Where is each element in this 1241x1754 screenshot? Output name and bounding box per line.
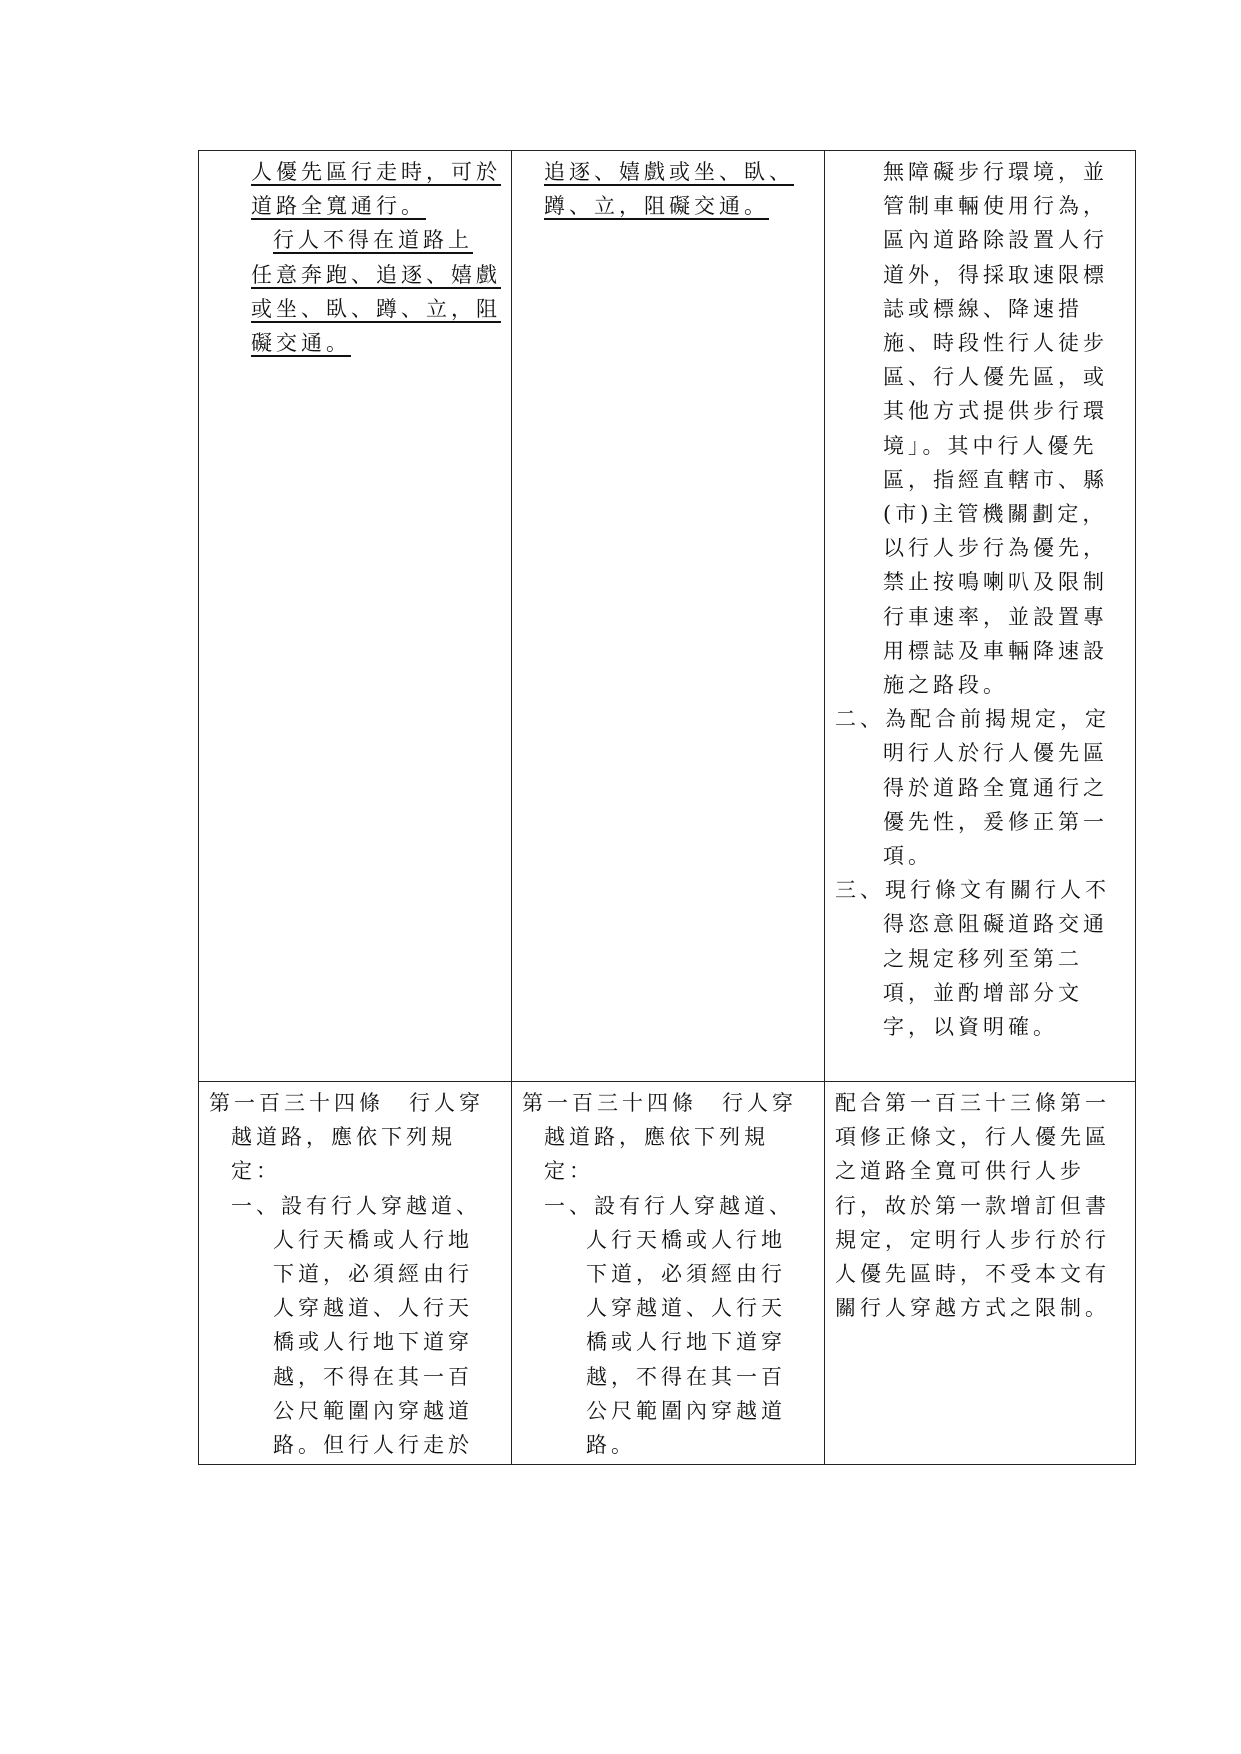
text-line: 字，以資明確。 [883,1015,1058,1040]
table-row [199,151,1136,1082]
text-line: 追逐、嬉戲或坐、臥、 [544,160,794,184]
text-line: 行車速率，並設置專 [883,604,1108,629]
text-line: 禁止按鳴喇叭及限制 [883,570,1108,595]
text-line: 蹲、立，阻礙交通。 [544,194,769,219]
text-line: 下道，必須經由行 [273,1262,473,1287]
text-line: 第一百三十四條 行人穿 [209,1091,484,1115]
text-line: 境」。其中行人優先 [883,433,1098,458]
text-line: 項，並酌增部分文 [883,980,1083,1005]
text-line: 人優先區行走時，可於 [251,160,501,184]
text-line: 任意奔跑、追逐、嬉戲 [251,262,501,287]
explanation-cell [825,151,1136,1082]
text-line: 管制車輛使用行為， [883,194,1108,219]
text-line: 施之路段。 [883,673,1008,698]
text-line: 規定，定明行人步行於行 [835,1227,1110,1252]
text-line: 行，故於第一款增訂但書 [835,1193,1110,1218]
text-line: 路。 [586,1433,636,1458]
text-line: 項。 [883,844,933,869]
text-line: 得於道路全寬通行之 [883,775,1108,800]
text-line: 一、設有行人穿越道、 [544,1193,794,1218]
text-line: 越道路，應依下列規 [544,1125,769,1150]
text-line: 定： [544,1159,594,1184]
text-line: 道外，得採取速限標 [883,262,1108,287]
text-line: 人穿越道、人行天 [273,1296,473,1321]
text-line: 無障礙步行環境，並 [883,160,1108,184]
text-line: 公尺範圍內穿越道 [586,1398,786,1423]
text-line: 二、為配合前揭規定，定 [835,707,1110,732]
text-line: 公尺範圍內穿越道 [273,1398,473,1423]
current-text-cell [512,151,825,1082]
text-line: 越道路，應依下列規 [231,1125,456,1150]
text-line: 越，不得在其一百 [273,1364,473,1389]
text-line: 優先性，爰修正第一 [883,809,1108,834]
text-line: 誌或標線、降速措 [883,296,1083,321]
text-line: 或坐、臥、蹲、立，阻 [251,296,501,321]
text-line: 道路全寬通行。 [251,194,426,219]
text-line: 施、時段性行人徒步 [883,331,1108,356]
text-line: 三、現行條文有關行人不 [835,878,1110,903]
text-line: 以行人步行為優先， [883,536,1108,561]
text-line: (市)主管機關劃定， [883,502,1108,527]
text-line: 項修正條文，行人優先區 [835,1125,1110,1150]
text-line: 配合第一百三十三條第一 [835,1091,1110,1115]
text-line: 第一百三十四條 行人穿 [522,1091,797,1115]
text-line: 區，指經直轄市、縣 [883,467,1108,492]
text-line: 之道路全寬可供行人步 [835,1159,1085,1184]
text-line: 之規定移列至第二 [883,946,1083,971]
amended-text-cell [199,151,512,1082]
text-line: 區、行人優先區，或 [883,365,1108,390]
text-line: 路。但行人行走於 [273,1433,473,1458]
text-line: 人優先區時，不受本文有 [835,1262,1110,1287]
text-line: 人穿越道、人行天 [586,1296,786,1321]
text-line: 越，不得在其一百 [586,1364,786,1389]
table-row [199,1082,1136,1465]
text-line: 一、設有行人穿越道、 [231,1193,481,1218]
text-line: 得恣意阻礙道路交通 [883,912,1108,937]
text-line: 礙交通。 [251,331,351,356]
text-line: 行人不得在道路上 [273,228,473,253]
text-line: 定： [231,1159,281,1184]
text-line: 其他方式提供步行環 [883,399,1108,424]
text-line: 用標誌及車輛降速設 [883,638,1108,663]
text-line: 人行天橋或人行地 [586,1227,786,1252]
amended-text-cell [199,1082,512,1465]
text-line: 橋或人行地下道穿 [273,1330,473,1355]
current-text-cell [512,1082,825,1465]
text-line: 明行人於行人優先區 [883,741,1108,766]
text-line: 人行天橋或人行地 [273,1227,473,1252]
text-line: 橋或人行地下道穿 [586,1330,786,1355]
explanation-cell [825,1082,1136,1465]
text-line: 區內道路除設置人行 [883,228,1108,253]
comparison-table [198,150,1136,1465]
text-line: 關行人穿越方式之限制。 [835,1296,1110,1321]
text-line: 下道，必須經由行 [586,1262,786,1287]
